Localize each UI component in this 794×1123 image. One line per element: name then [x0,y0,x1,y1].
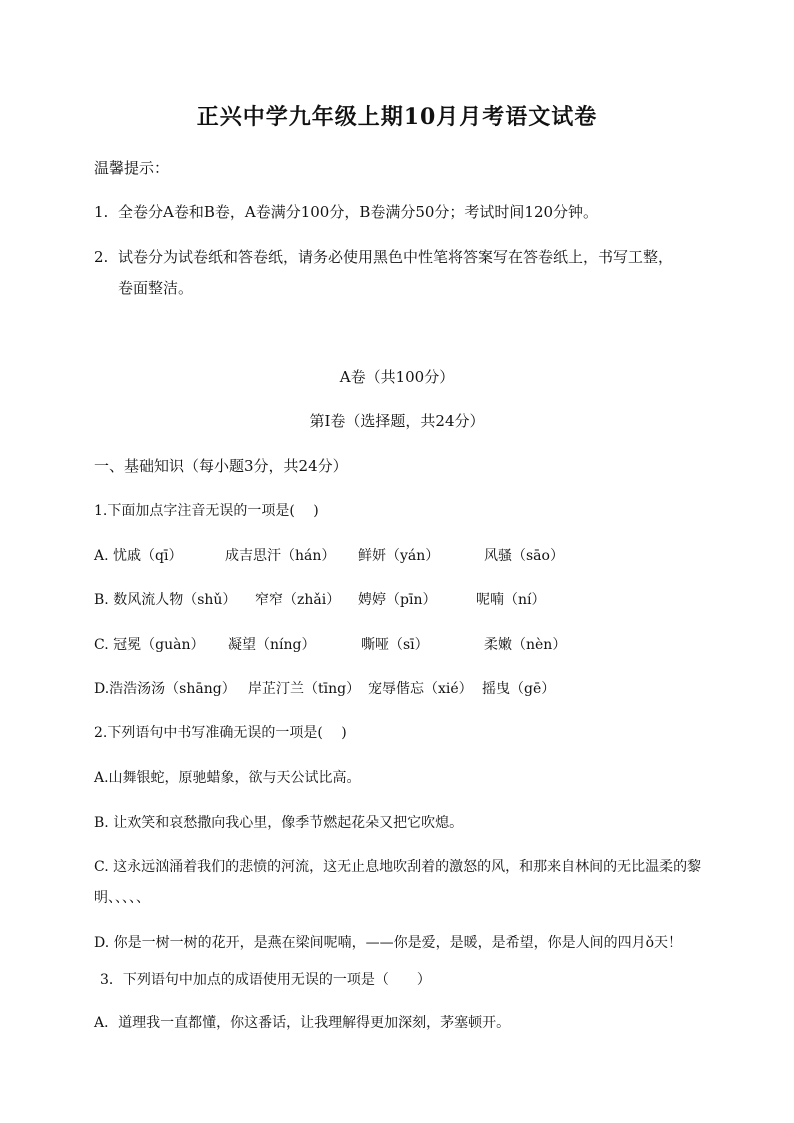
tip-number: 1. [94,203,109,221]
option-item: 柔嫩（nèn） [484,637,567,653]
tip-text: 全卷分A卷和B卷，A卷满分100分，B卷满分50分；考试时间120分钟。 [118,203,599,221]
option-item: 成吉思汗（hán） [225,548,336,564]
option-item: C. 冠冕（guàn） [94,637,205,653]
option-item: 风骚（sāo） [484,548,564,564]
option-item: 嘶哑（sī） [361,637,429,653]
question-2-option-c: C. 这永远汹涌着我们的悲愤的河流，这无止息地吹刮着的激怒的风，和那来自林间的无比温柔的黎 [94,859,702,875]
section-a-heading: A卷（共100分） [339,368,455,386]
option-item: 凝望（níng） [228,637,316,653]
tips-heading: 温馨提示： [94,159,170,177]
option-item: A. 忧戚（qī） [94,548,183,564]
option-item: 宠辱偕忘（xié） [368,681,473,697]
option-item: 鲜妍（yán） [358,548,440,564]
question-2-option-b: B. 让欢笑和哀愁撒向我心里，像季节燃起花朵又把它吹熄。 [94,815,464,831]
tip-text: 试卷分为试卷纸和答卷纸，请务必使用黑色中性笔将答案写在答卷纸上，书写工整， [118,248,674,266]
option-item: 呢喃（ní） [476,592,546,608]
option-item: B. 数风流人物（shǔ） [94,592,237,608]
tip-item-1 [94,201,598,222]
option-item: D.浩浩汤汤（shāng） [94,681,236,697]
question-2-option-c-continued: 明、、、、、 [94,890,150,906]
question-2-option-a: A.山舞银蛇，原驰蜡象，欲与天公试比高。 [94,770,361,786]
question-3-option-a: A．道理我一直都懂，你这番话，让我理解得更加深刻，茅塞顿开。 [94,1015,511,1031]
option-item: 岸芷汀兰（tīng） [248,681,361,697]
question-3-stem: 3．下列语句中加点的成语使用无误的一项是（ ） [100,972,431,988]
tip-item-2 [94,246,673,267]
tip-number: 2. [94,248,109,266]
part-one-heading: 第Ⅰ卷（选择题，共24分） [309,412,485,430]
option-item: 摇曳（gē） [482,681,556,697]
basic-knowledge-heading: 一、基础知识（每小题3分，共24分） [94,457,348,475]
question-2-option-d: D. 你是一树一树的花开，是燕在梁间呢喃，——你是爱，是暖，是希望，你是人间的四月ǒ天！ [94,935,683,951]
tip-text-continued: 卷面整洁。 [118,279,194,297]
option-item: 窄窄（zhǎi） [255,592,341,608]
page-title: 正兴中学九年级上期10月月考语文试卷 [196,104,598,130]
option-item: 娉婷（pīn） [358,592,437,608]
question-1-stem: 1.下面加点字注音无误的一项是( ) [94,503,319,519]
question-2-stem: 2.下列语句中书写准确无误的一项是( ) [94,725,347,741]
